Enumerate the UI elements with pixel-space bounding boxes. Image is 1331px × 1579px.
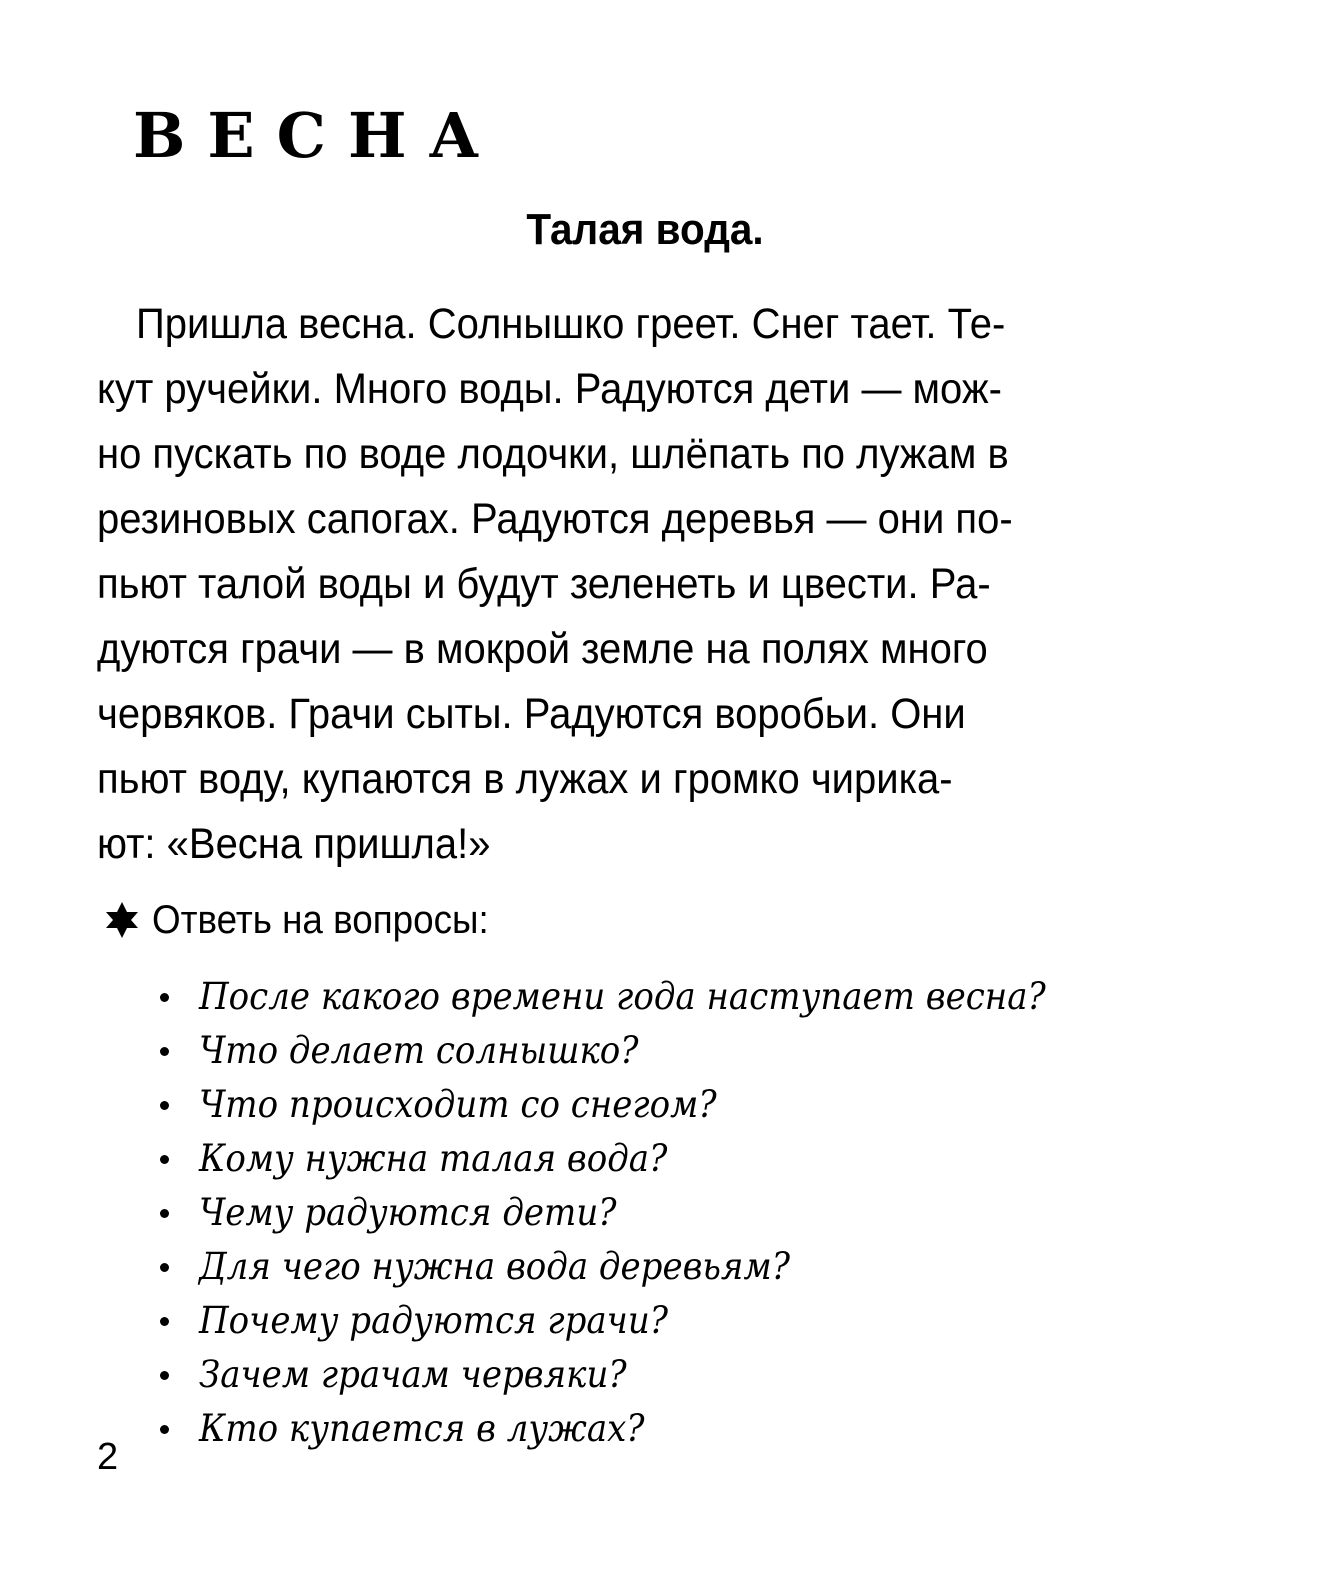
story-text bbox=[97, 292, 1197, 877]
list-item bbox=[160, 1240, 1119, 1294]
page-number: 2 bbox=[97, 1436, 119, 1478]
task-instruction bbox=[104, 890, 518, 950]
bullet-icon bbox=[160, 1263, 169, 1272]
bullet-icon bbox=[160, 1155, 169, 1164]
bullet-icon bbox=[160, 993, 169, 1002]
story-title-text: Талая вода. bbox=[526, 205, 764, 254]
list-item bbox=[160, 1024, 1119, 1078]
list-item bbox=[160, 1294, 1119, 1348]
question-text: Кто купается в лужах? bbox=[199, 1407, 645, 1450]
story-line: Пришла весна. Солнышко греет. Снег тает. Те- bbox=[136, 300, 1006, 348]
section-heading: ВЕСНА bbox=[133, 99, 502, 172]
question-text: Почему радуются грачи? bbox=[199, 1299, 668, 1342]
question-text: Что происходит со снегом? bbox=[199, 1083, 717, 1126]
list-item bbox=[160, 1402, 1119, 1456]
bullet-icon bbox=[160, 1209, 169, 1218]
list-item bbox=[160, 1348, 1119, 1402]
story-line: пьют талой воды и будут зеленеть и цвести. Ра- bbox=[97, 560, 991, 608]
bullet-icon bbox=[160, 1371, 169, 1380]
question-text: Кому нужна талая вода? bbox=[199, 1137, 668, 1180]
question-text: Зачем грачам червяки? bbox=[199, 1353, 627, 1396]
story-line: пьют воду, купаются в лужах и громко чирика- bbox=[97, 755, 953, 803]
list-item bbox=[160, 1132, 1119, 1186]
bullet-icon bbox=[160, 1425, 169, 1434]
bullet-icon bbox=[160, 1101, 169, 1110]
story-line: резиновых сапогах. Радуются деревья — они по- bbox=[97, 495, 1013, 543]
list-item bbox=[160, 1186, 1119, 1240]
story-title bbox=[0, 200, 1290, 260]
story-line: дуются грачи — в мокрой земле на полях много bbox=[97, 625, 988, 673]
story-line: кут ручейки. Много воды. Радуются дети — мож- bbox=[97, 365, 1002, 413]
bullet-icon bbox=[160, 1047, 169, 1056]
story-line: но пускать по воде лодочки, шлёпать по лужам в bbox=[97, 430, 1009, 478]
star-icon bbox=[104, 900, 140, 940]
question-text: После какого времени года наступает весна? bbox=[199, 975, 1046, 1018]
bullet-icon bbox=[160, 1317, 169, 1326]
question-text: Чему радуются дети? bbox=[199, 1191, 617, 1234]
story-line: червяков. Грачи сыты. Радуются воробьи. Они bbox=[97, 690, 966, 738]
story-line: ют: «Весна пришла!» bbox=[97, 820, 491, 868]
task-label: Ответь на вопросы: bbox=[152, 898, 489, 942]
question-text: Что делает солнышко? bbox=[199, 1029, 639, 1072]
list-item bbox=[160, 1078, 1119, 1132]
question-list bbox=[160, 970, 1119, 1456]
question-text: Для чего нужна вода деревьям? bbox=[199, 1245, 790, 1288]
list-item bbox=[160, 970, 1119, 1024]
